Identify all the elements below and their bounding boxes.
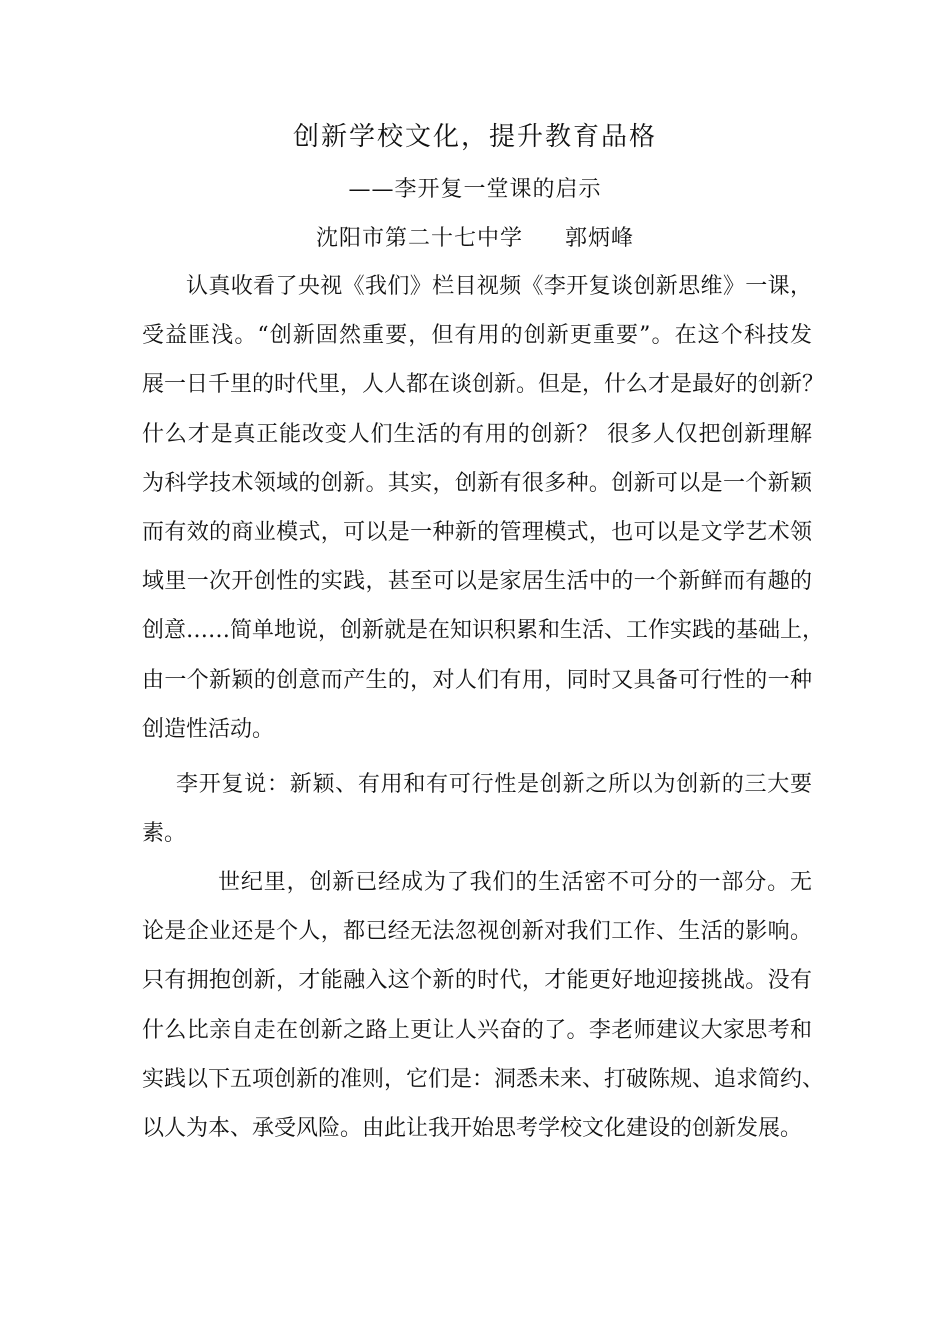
document-subtitle: ——李开复一堂课的启示 — [348, 177, 602, 202]
paragraph-line: 实践以下五项创新的准则，它们是：洞悉未来、打破陈规、追求简约、 — [142, 1066, 825, 1092]
paragraph-line: 只有拥抱创新，才能融入这个新的时代，才能更好地迎接挑战。没有 — [142, 968, 812, 994]
document-title: 创新学校文化，提升教育品格 — [292, 122, 657, 152]
paragraph-line: 展一日千里的时代里，人人都在谈创新。但是，什么才是最好的创新？ — [142, 372, 825, 398]
paragraph-line: 由一个新颖的创意而产生的，对人们有用，同时又具备可行性的一种 — [142, 667, 812, 693]
paragraph-line: 创意……简单地说，创新就是在知识积累和生活、工作实践的基础上， — [142, 618, 825, 644]
paragraph-line: 认真收看了央视《我们》栏目视频《李开复谈创新思维》一课， — [186, 274, 812, 299]
paragraph-line: 创造性活动。 — [142, 716, 275, 742]
author-line — [0, 221, 950, 252]
paragraph-3 — [142, 858, 825, 1153]
paragraph-1 — [142, 262, 825, 754]
paragraph-line: 素。 — [142, 821, 187, 847]
paragraph-line: 为科学技术领域的创新。其实，创新有很多种。创新可以是一个新颖 — [142, 470, 812, 496]
author-name: 郭炳峰 — [565, 226, 635, 251]
paragraph-line: 什么才是真正能改变人们生活的有用的创新？ 很多人仅把创新理解 — [142, 421, 812, 447]
paragraph-2 — [142, 760, 812, 858]
paragraph-line: 受益匪浅。“创新固然重要，但有用的创新更重要”。在这个科技发 — [142, 323, 812, 349]
paragraph-line: 以人为本、承受风险。由此让我开始思考学校文化建设的创新发展。 — [142, 1115, 803, 1141]
school-name: 沈阳市第二十七中学 — [315, 226, 523, 251]
paragraph-line: 什么比亲自走在创新之路上更让人兴奋的了。李老师建议大家思考和 — [142, 1017, 812, 1043]
paragraph-line: 李开复说：新颖、有用和有可行性是创新之所以为创新的三大要 — [176, 772, 812, 797]
paragraph-line: 论是企业还是个人，都已经无法忽视创新对我们工作、生活的影响。 — [142, 919, 812, 945]
paragraph-line: 而有效的商业模式，可以是一种新的管理模式，也可以是文学艺术领 — [142, 519, 812, 545]
paragraph-line: 世纪里，创新已经成为了我们的生活密不可分的一部分。无 — [218, 870, 812, 895]
paragraph-line: 域里一次开创性的实践，甚至可以是家居生活中的一个新鲜而有趣的 — [142, 569, 812, 595]
